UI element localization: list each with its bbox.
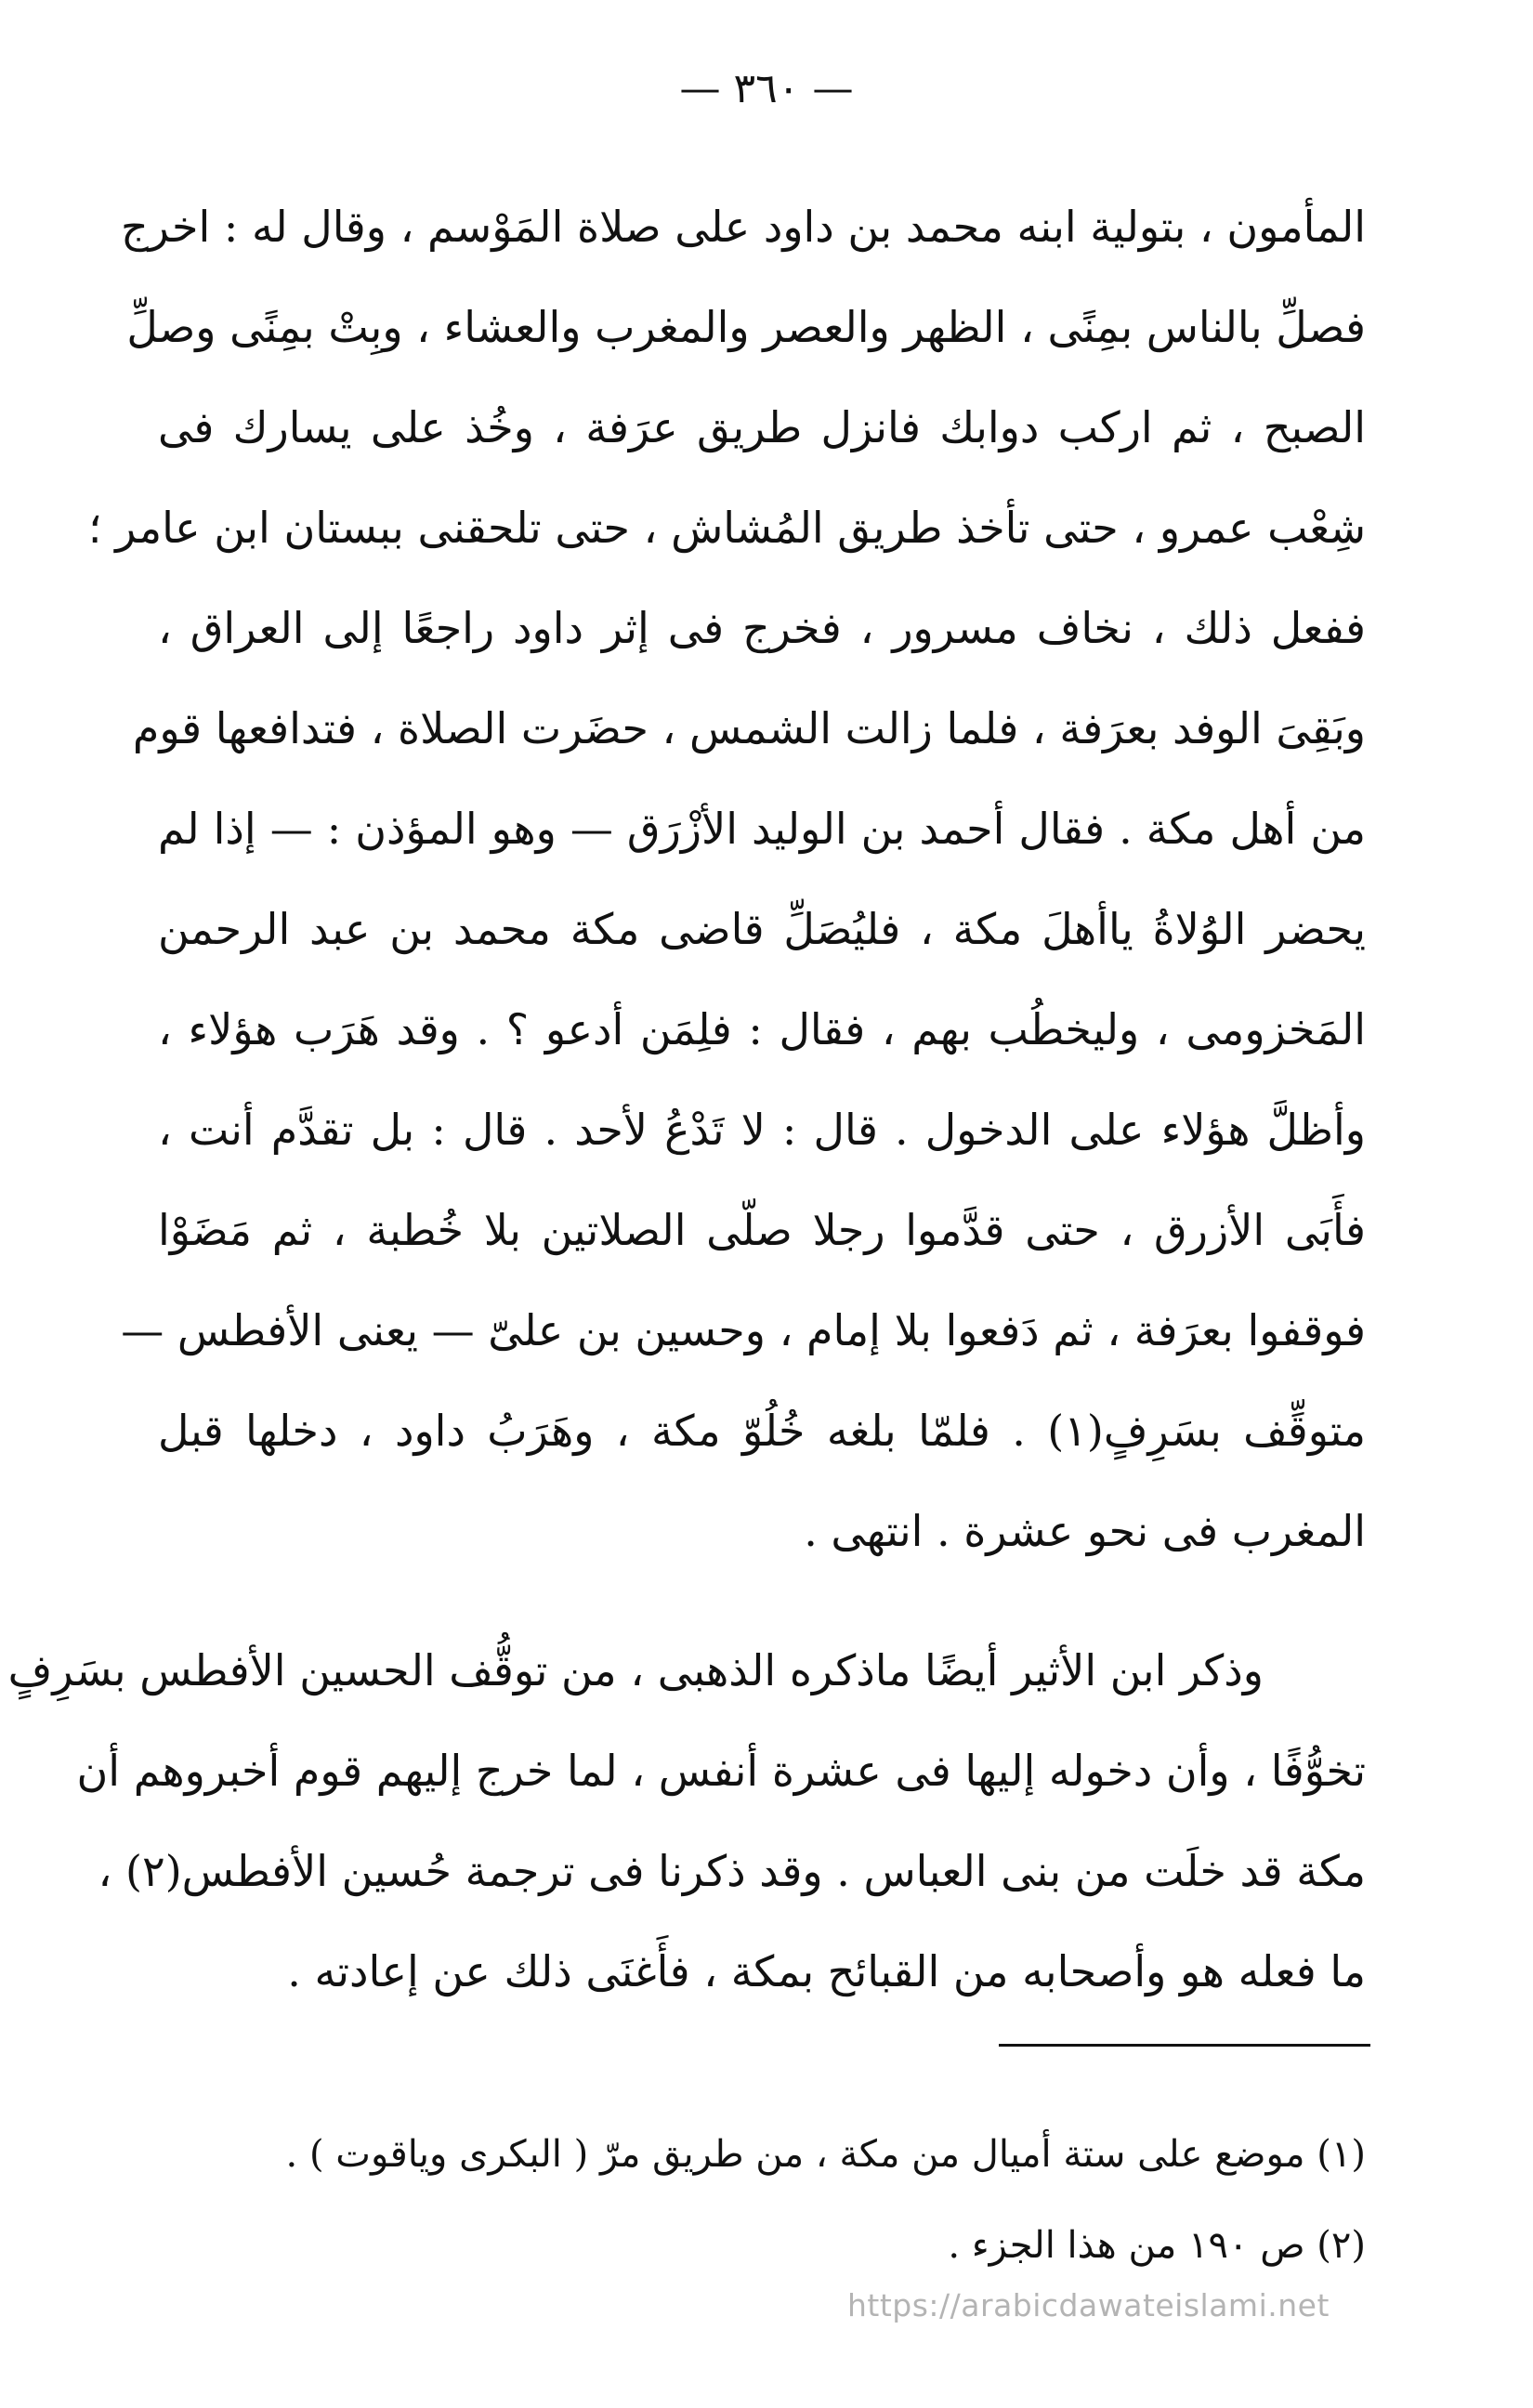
- page-number: — ٣٦٠ —: [679, 65, 854, 112]
- text-line: مكة قد خلَت من بنى العباس . وقد ذكرنا فى ترجمة حُسين الأفطس(٢) ،: [98, 1846, 1366, 1896]
- text-line: فصلِّ بالناس بمِنًى ، الظهر والعصر والمغرب والعشاء ، وبِتْ بمِنًى وصلِّ: [126, 302, 1366, 352]
- footnote-1: (١) موضع على ستة أميال من مكة ، من طريق مرّ ( البكرى وياقوت ) .: [285, 2133, 1366, 2176]
- footnotes: [158, 2109, 1366, 2291]
- text-line: فوقفوا بعرَفة ، ثم دَفعوا بلا إمام ، وحسين بن علىّ — يعنى الأفطس —: [121, 1305, 1366, 1355]
- text-line: الصبح ، ثم اركب دوابك فانزل طريق عرَفة ، وخُذ على يسارك فى: [158, 402, 1366, 452]
- paragraph-2: [7, 1620, 1366, 2022]
- text-line: شِعْب عمرو ، حتى تأخذ طريق المُشاش ، حتى تلحقنى ببستان ابن عامر ؛: [87, 503, 1366, 553]
- paragraph-spacer: [158, 1581, 1366, 1620]
- text-line: وذكر ابن الأثير أيضًا ماذكره الذهبى ، من توقُّف الحسين الأفطس بسَرِفٍ: [7, 1645, 1264, 1695]
- text-line: وأظلَّ هؤلاء على الدخول . قال : لا تَدْعُ لأحد . قال : بل تقدَّم أنت ،: [158, 1105, 1366, 1155]
- text-line: فأَبَى الأزرق ، حتى قدَّموا رجلا صلّى الصلاتين بلا خُطبة ، ثم مَضَوْا: [158, 1205, 1366, 1255]
- watermark-url: https://arabicdawateislami.net: [847, 2287, 1330, 2323]
- paragraph-1: [87, 177, 1366, 1581]
- text-line: المَخزومى ، وليخطُب بهم ، فقال : فلِمَن أدعو ؟ . وقد هَرَب هؤلاء ،: [158, 1004, 1366, 1054]
- text-line: المغرب فى نحو عشرة . انتهى .: [804, 1506, 1366, 1556]
- footnote-divider: [999, 2044, 1370, 2047]
- text-line: تخوُّفًا ، وأن دخوله إليها فى عشرة أنفس ، لما خرج إليهم قوم أخبروهم أن: [76, 1746, 1366, 1796]
- footnote-2: (٢) ص ١٩٠ من هذا الجزء .: [948, 2224, 1366, 2267]
- text-line: متوقِّف بسَرِفٍ(١) . فلمّا بلغه خُلُوّ مكة ، وهَرَبُ داود ، دخلها قبل: [158, 1406, 1366, 1456]
- main-text: [7, 177, 1366, 2022]
- text-line: من أهل مكة . فقال أحمد بن الوليد الأزْرَق — وهو المؤذن : — إذا لم: [158, 804, 1366, 854]
- text-line: وبَقِىَ الوفد بعرَفة ، فلما زالت الشمس ، حضَرت الصلاة ، فتدافعها قوم: [132, 703, 1366, 753]
- text-line: المأمون ، بتولية ابنه محمد بن داود على صلاة المَوْسم ، وقال له : اخرج: [120, 202, 1366, 252]
- text-line: يحضر الوُلاةُ ياأهلَ مكة ، فليُصَلِّ قاضى مكة محمد بن عبد الرحمن: [158, 904, 1366, 954]
- text-line: ففعل ذلك ، نخاف مسرور ، فخرج فى إثر داود راجعًا إلى العراق ،: [158, 603, 1366, 653]
- text-line: ما فعله هو وأصحابه من القبائح بمكة ، فأَغنَى ذلك عن إعادته .: [287, 1946, 1366, 1996]
